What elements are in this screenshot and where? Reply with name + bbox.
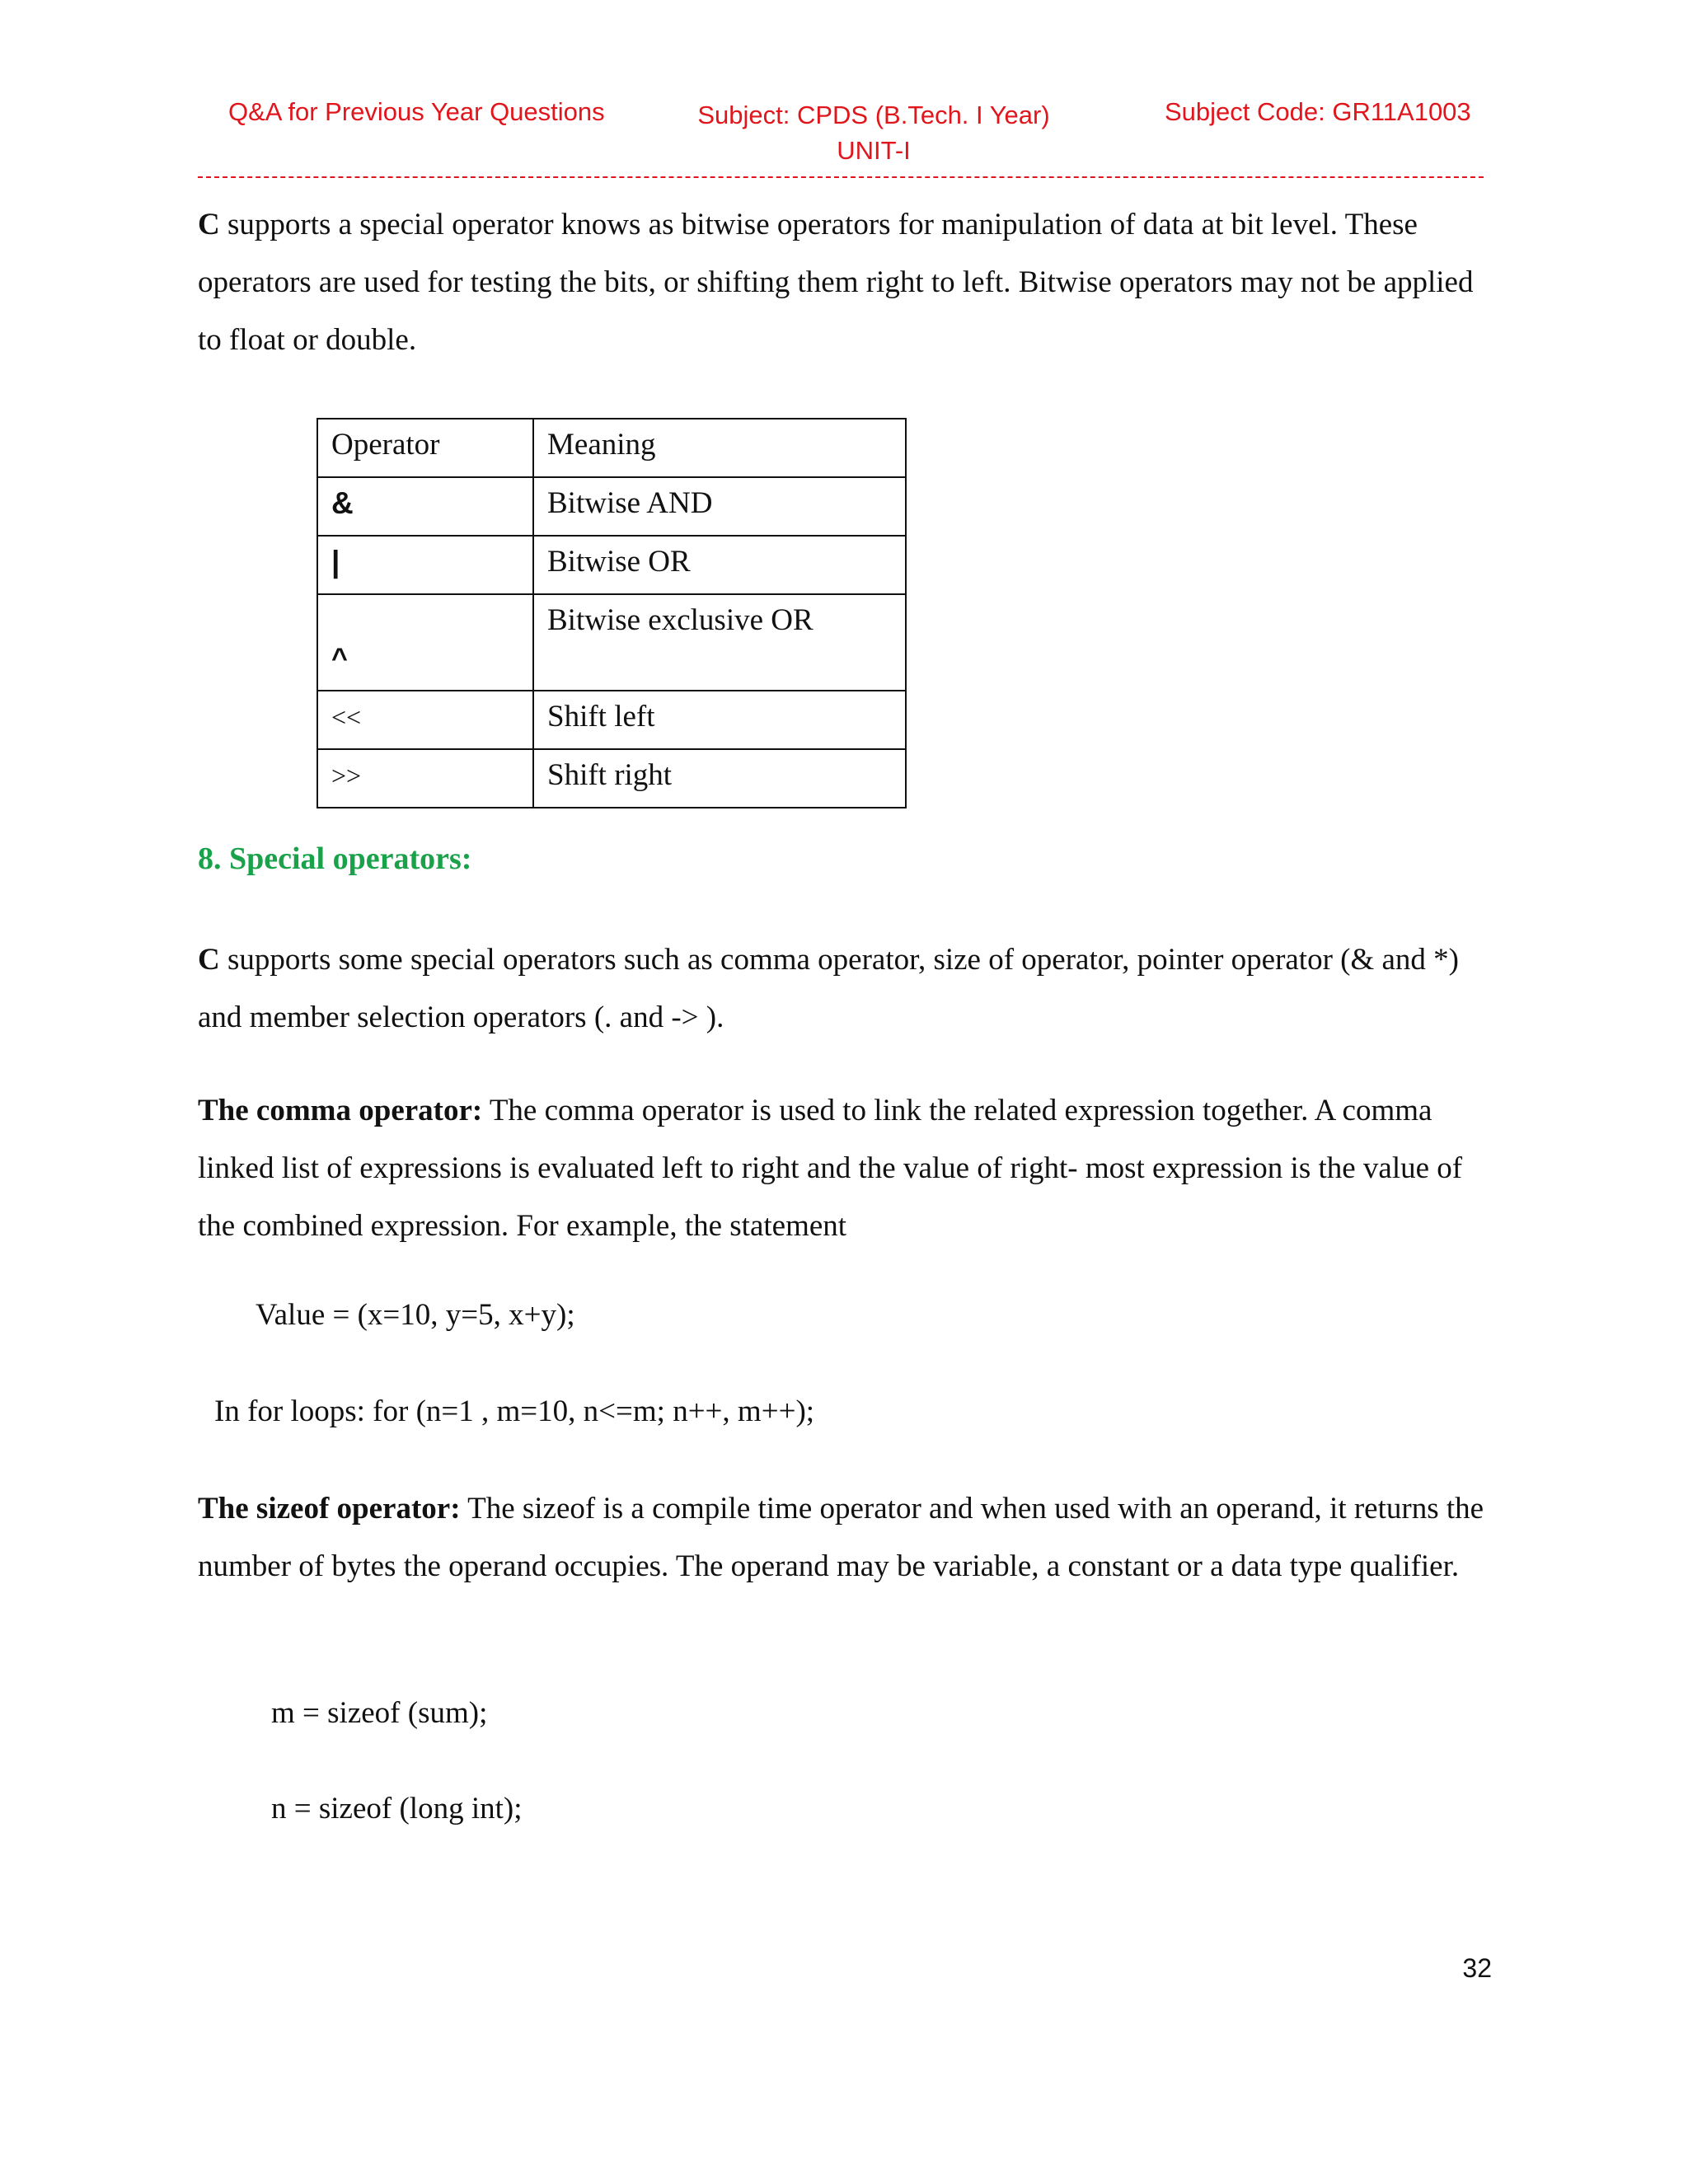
table-cell-meaning: Shift left bbox=[533, 691, 906, 749]
operator-symbol: ^ bbox=[331, 643, 348, 674]
table-cell-operator bbox=[317, 477, 533, 536]
operator-symbol: >> bbox=[331, 761, 362, 790]
table-cell-meaning: Bitwise OR bbox=[533, 536, 906, 594]
sizeof-operator-text: The sizeof is a compile time operator and when used with an operand, it returns the number of bytes the operand occupies. The operand may be variable, a constant or a data type qualifier. bbox=[198, 1492, 1484, 1583]
special-operators-paragraph bbox=[198, 931, 1500, 1047]
table-cell-operator bbox=[317, 594, 533, 691]
special-operators-heading: 8. Special operators: bbox=[198, 841, 472, 876]
header-subject-line: Subject: CPDS (B.Tech. I Year) bbox=[697, 101, 1050, 129]
header-unit-line: UNIT-I bbox=[837, 136, 911, 165]
table-header-row bbox=[317, 419, 906, 477]
table-header-operator: Operator bbox=[317, 419, 533, 477]
special-operators-text: supports some special operators such as comma operator, size of operator, pointer operator (& and *) and member selection operators (. and -> ). bbox=[198, 943, 1460, 1034]
page-number: 32 bbox=[1462, 1953, 1492, 1983]
comma-operator-lead: The comma operator: bbox=[198, 1094, 483, 1127]
table-cell-meaning: Bitwise exclusive OR bbox=[533, 594, 906, 691]
operator-symbol: << bbox=[331, 702, 362, 732]
bitwise-intro-text: supports a special operator knows as bitwise operators for manipulation of data at bit level. These operators are used for testing the bits, or shifting them right to left. Bitwise operators may not be applied to float or double. bbox=[198, 208, 1474, 357]
table-cell-meaning: Shift right bbox=[533, 749, 906, 808]
table-cell-operator bbox=[317, 536, 533, 594]
header-subject-code: Subject Code: GR11A1003 bbox=[1165, 97, 1471, 126]
special-operators-lead: C bbox=[198, 943, 220, 977]
sizeof-operator-lead: The sizeof operator: bbox=[198, 1492, 461, 1526]
table-row bbox=[317, 691, 906, 749]
table-cell-operator bbox=[317, 691, 533, 749]
bitwise-intro-paragraph bbox=[198, 196, 1500, 369]
table-row bbox=[317, 594, 906, 691]
bitwise-operator-table bbox=[316, 418, 907, 808]
comma-example-statement: Value = (x=10, y=5, x+y); bbox=[256, 1298, 575, 1332]
operator-symbol: & bbox=[331, 486, 354, 520]
table-row bbox=[317, 749, 906, 808]
operator-symbol: | bbox=[331, 545, 340, 579]
sizeof-operator-paragraph bbox=[198, 1480, 1500, 1596]
comma-operator-paragraph bbox=[198, 1082, 1500, 1255]
for-loop-example: In for loops: for (n=1 , m=10, n<=m; n++, m++); bbox=[214, 1394, 815, 1428]
table-row bbox=[317, 536, 906, 594]
sizeof-example-long-int: n = sizeof (long int); bbox=[271, 1792, 523, 1825]
header-dashed-rule bbox=[198, 176, 1484, 178]
header-left-title: Q&A for Previous Year Questions bbox=[228, 97, 605, 126]
bitwise-intro-lead: C bbox=[198, 208, 220, 241]
comma-operator-text: The comma operator is used to link the related expression together. A comma linked list of expressions is evaluated left to right and the value of right- most expression is the value of the combined expression. For example, the statement bbox=[198, 1094, 1463, 1243]
sizeof-example-sum: m = sizeof (sum); bbox=[271, 1696, 488, 1730]
table-cell-meaning: Bitwise AND bbox=[533, 477, 906, 536]
header-subject bbox=[503, 97, 1245, 168]
table-header-meaning: Meaning bbox=[533, 419, 906, 477]
table-cell-operator bbox=[317, 749, 533, 808]
table-row bbox=[317, 477, 906, 536]
